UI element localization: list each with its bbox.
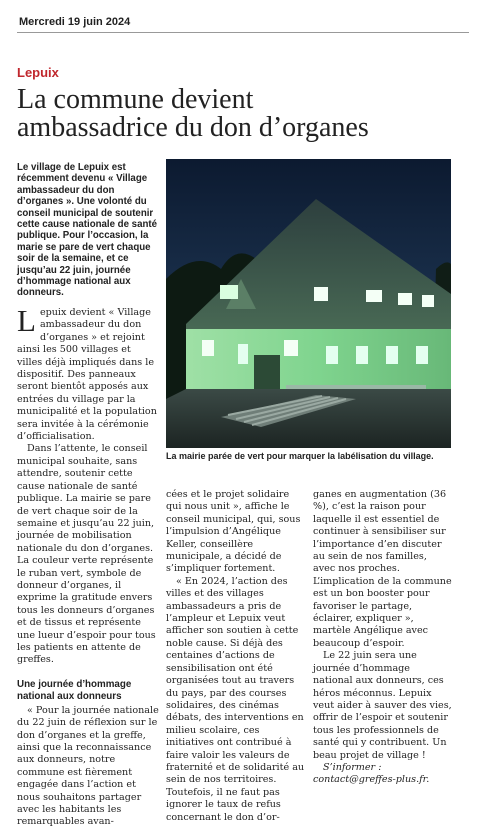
drop-cap: L xyxy=(17,303,36,338)
paragraph: cées et le projet solidaire qui nous unit », affiche le conseil municipal, qui, sous l’impulsion d’Angélique Keller, conseillère municipale, a décidé de s’impliquer fortement. xyxy=(166,489,301,575)
title-line-2: ambassadrice du don d’organes xyxy=(17,112,369,143)
paragraph: « Pour la journée nationale du 22 juin de réflexion sur le don d’organes et la greffe, ainsi que la reconnaissance aux donneurs, notre commune est fièrement engagée dans l’action et nous souhaitons partager avec les habitants les remarquables avan- xyxy=(17,704,159,828)
photo-caption: La mairie parée de vert pour marquer la labélisation du village. xyxy=(166,451,434,461)
title-line-1: La commune devient xyxy=(17,84,254,115)
paragraph: « En 2024, l’action des villes et des villages ambassadeurs a pris de l’ampleur et Lepuix veut afficher son soutien à cette noble cause. Si déjà des centaines d’actions de sensibilisation ont été organisées tout au travers du pays, par des courses solidaires, des cinémas débats, des interventions en milieu scolaire, ces initiatives ont contribué à faire valoir les valeurs de fraternité et de solidarité au sein de nos territoires. Toutefois, il ne faut pas ignorer le taux de refus concernant le don d’or- xyxy=(166,575,305,823)
paragraph: epuix devient « Village ambassadeur du don d’organes » et rejoint ainsi les 500 villages et villes déjà impliqués dans le dispositif. Des panneaux seront bientôt apposés aux entrées du village par la municipalité et la population sera invitée à la cérémonie d’officialisation. xyxy=(17,307,157,443)
article-column-3 xyxy=(313,489,452,787)
rubric-label: Lepuix xyxy=(17,65,59,80)
publication-date: Mercredi 19 juin 2024 xyxy=(19,16,131,28)
section-subheading: Une journée d’hommage national aux donneurs xyxy=(17,678,132,702)
header-divider xyxy=(17,32,469,33)
paragraph: ganes en augmentation (36 %), c’est la raison pour laquelle il est essentiel de continuer à sensibiliser sur l’importance d’en discuter au sein de nos familles, avec nos proches. L’implication de la commune est un bon booster pour favoriser le partage, éclairer, expliquer », martèle Angélique avec beaucoup d’espoir. xyxy=(313,489,452,649)
contact-info: S’informer : contact@greffes-plus.fr. xyxy=(313,761,430,786)
article-title xyxy=(17,86,477,142)
article-column-1 xyxy=(17,303,159,829)
paragraph: Dans l’attente, le conseil municipal souhaite, sans attendre, soutenir cette cause nationale de santé publique. La mairie se pare de vert chaque soir de la semaine et jusqu’au 22 juin, journée de mobilisation nationale du don d’organes. La couleur verte représente le ruban vert, symbole de donneur d’organes, il exprime la gratitude envers tous les donneurs d’organes et de tissus et représente une lueur d’espoir pour tous les patients en attente de greffes. xyxy=(17,443,156,666)
paragraph: Le 22 juin sera une journée d’hommage national aux donneurs, ces héros méconnus. Lepuix veut aider à sauver des vies, offrir de l’espoir et soutenir tous les professionnels de santé qui y contribuent. Un beau projet de village ! xyxy=(313,650,452,761)
town-hall-photo xyxy=(166,159,451,448)
article-lead: Le village de Lepuix est récemment devenu « Village ambassadeur du don d’organes ». Une volonté du conseil municipal de soutenir cette cause nationale de santé publique. Pour l’occasion, la marie se pare de vert chaque soir de la semaine, et ce jusqu’au 22 juin, journée d’hommage national aux donneurs. xyxy=(17,162,157,299)
article-column-2 xyxy=(166,489,305,824)
